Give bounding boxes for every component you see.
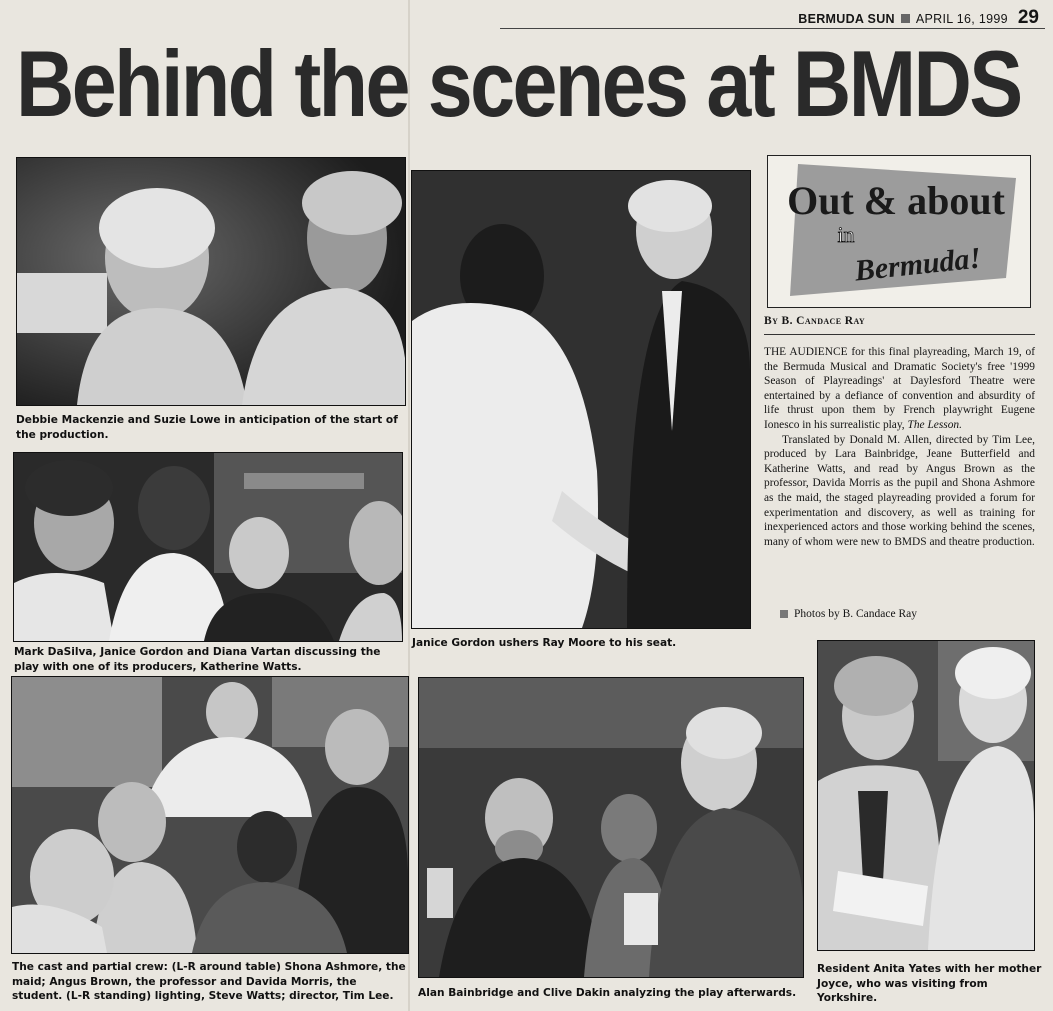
article-paragraph-1: [764, 345, 1035, 433]
logo-line3: Bermuda!: [853, 241, 983, 288]
play-title: The Lesson.: [907, 418, 962, 431]
photo-debbie-suzie: [16, 157, 406, 406]
caption-cast-crew: The cast and partial crew: (L-R around table) Shona Ashmore, the maid; Angus Brown, the professor and Davida Morris, the student. (L-R standing) lighting, Steve Watts; director, Tim Lee.: [12, 961, 406, 1002]
page-number: 29: [1017, 7, 1039, 28]
logo-line1: Out & about: [787, 178, 1005, 223]
masthead: [798, 7, 1039, 29]
article-lead: THE AUDIENCE: [764, 346, 848, 358]
caption-janice-ray: Janice Gordon ushers Ray Moore to his seat.: [412, 637, 677, 649]
article-paragraph-2: Translated by Donald M. Allen, directed by Tim Lee, produced by Lara Bainbridge, Jeane Butterfield and Katherine Watts, and read by Angus Brown as the professor, Davida Morris as the pupil and Shona Ashmore as the maid, the staged playreading provided a forum for experimentation and discovery, as well as training for inexperienced actors and those working behind the scenes, many of whom were new to BMDS and theatre production.: [764, 433, 1035, 548]
caption-mark-janice-diana: Mark DaSilva, Janice Gordon and Diana Vartan discussing the play with one of its producers, Katherine Watts.: [14, 646, 381, 673]
paper-name: BERMUDA SUN: [798, 12, 895, 26]
headline: Behind the scenes at BMDS: [16, 31, 1021, 136]
byline-rule: [764, 334, 1035, 335]
masthead-rule: [500, 28, 1045, 29]
photo-credit: [780, 608, 917, 620]
square-bullet-icon: [780, 610, 788, 618]
article-paragraph-1-text: for this final playreading, March 19, of the Bermuda Musical and Dramatic Society's free '1999 Season of Playreadings' at Daylesford Theatre were entertained by a defiance of convention and absurdity of life thrust upon them by French playwright Eugene Ionesco in his surrealistic play,: [764, 346, 1035, 431]
photo-alan-clive: [418, 677, 804, 978]
photo-mark-janice-diana: [13, 452, 403, 642]
caption-anita-joyce: Resident Anita Yates with her mother Joyce, who was visiting from Yorkshire.: [817, 963, 1042, 1004]
photo-credit-text: Photos by B. Candace Ray: [794, 608, 917, 620]
issue-date: APRIL 16, 1999: [915, 12, 1008, 26]
square-bullet-icon: [901, 14, 910, 23]
article-byline: By B. Candace Ray: [764, 315, 866, 327]
out-about-logo: [767, 155, 1031, 308]
photo-anita-joyce: [817, 640, 1035, 951]
photo-cast-crew: [11, 676, 409, 954]
caption-alan-clive: Alan Bainbridge and Clive Dakin analyzing the play afterwards.: [418, 987, 797, 999]
logo-line2: in: [837, 222, 855, 247]
photo-janice-ray: [411, 170, 751, 629]
caption-debbie-suzie: Debbie Mackenzie and Suzie Lowe in anticipation of the start of the production.: [16, 414, 398, 441]
article-body: [764, 345, 1035, 549]
